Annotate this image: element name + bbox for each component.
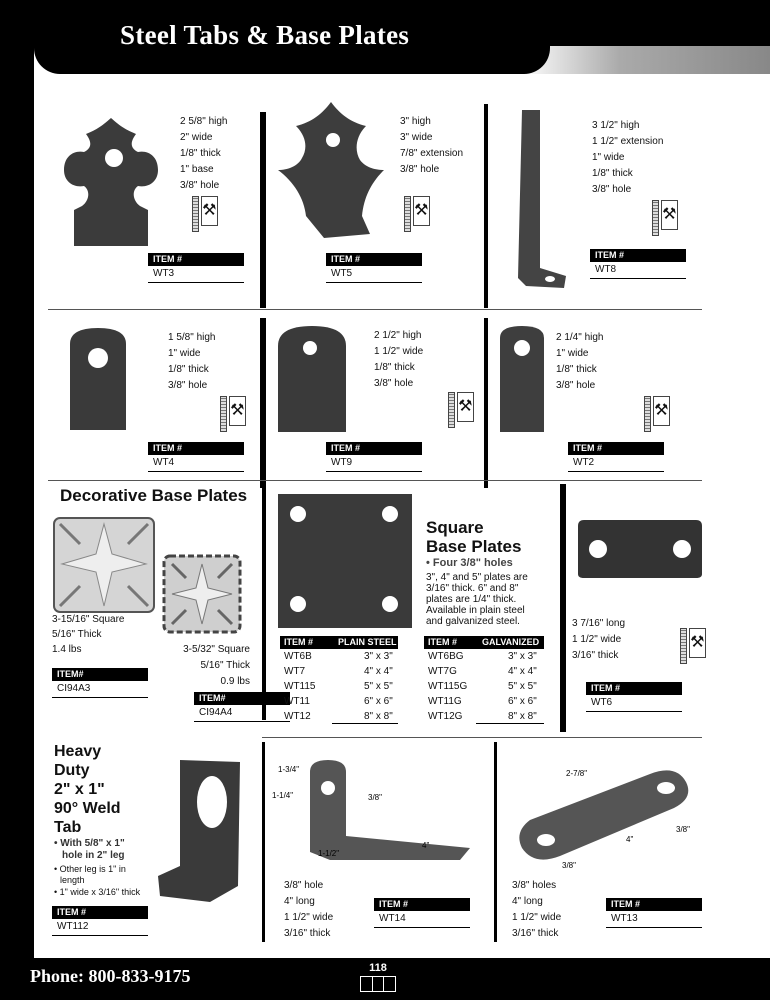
blacksmith-anvil-icon: ⚒ (644, 396, 670, 432)
wt13-item-box: ITEM # WT13 (606, 898, 702, 928)
wt14-specs: 3/8" hole 4" long 1 1/2" wide 3/16" thick (284, 880, 334, 939)
wt4-tab-image (66, 326, 130, 434)
wt5-tab-image (276, 100, 386, 242)
wt14-dim-label: 1-1/2" (318, 849, 340, 858)
heavy-duty-bullet: • With 5/8" x 1" hole in 2" leg (54, 838, 125, 861)
ci94a4-specs: 3-5/32" Square 5/16" Thick 0.9 lbs (183, 644, 250, 687)
ci94a3-item-box: ITEM# CI94A3 (52, 668, 148, 698)
divider (484, 318, 488, 488)
wt8-item-box: ITEM # WT8 (590, 249, 686, 279)
wt5-specs: 3" high 3" wide 7/8" extension 3/8" hole (400, 116, 464, 175)
ci94a3-specs: 3-15/16" Square 5/16" Thick 1.4 lbs (52, 614, 125, 655)
blacksmith-anvil-icon: ⚒ (220, 396, 246, 432)
divider (262, 737, 702, 738)
divider (560, 484, 566, 732)
wt6-item-box: ITEM # WT6 (586, 682, 682, 712)
wt4-specs: 1 5/8" high 1" wide 1/8" thick 3/8" hole (168, 332, 216, 391)
page-number: 118 (369, 962, 387, 974)
blacksmith-anvil-icon: ⚒ (680, 628, 706, 664)
wt13-dim-label: 4" (626, 835, 634, 844)
wt112-weld-tab-image (150, 756, 250, 906)
wt6-specs: 3 7/16" long 1 1/2" wide 3/16" thick (572, 618, 626, 661)
divider (262, 488, 266, 720)
square-plate-image (276, 492, 414, 630)
table-row: WT11G 6" x 6" (428, 696, 537, 707)
wt13-drawing (500, 760, 712, 870)
table-row: WT11 6" x 6" (284, 696, 393, 707)
wt4-item-box: ITEM # WT4 (148, 442, 244, 472)
divider (260, 112, 266, 308)
divider (262, 742, 265, 942)
wt3-item-box: ITEM # WT3 (148, 253, 244, 283)
page-logo-icon (360, 976, 396, 992)
blacksmith-anvil-icon: ⚒ (192, 196, 218, 232)
wt3-tab-image (56, 116, 166, 250)
blacksmith-anvil-icon: ⚒ (652, 200, 678, 236)
decorative-heading: Decorative Base Plates (60, 486, 248, 505)
table-row: WT115 5" x 5" (284, 681, 393, 692)
wt13-dim-label: 3/8" (676, 825, 690, 834)
blacksmith-anvil-icon: ⚒ (448, 392, 474, 428)
footer-phone: Phone: 800-833-9175 (30, 966, 191, 986)
page-title: Steel Tabs & Base Plates (120, 20, 410, 50)
wt8-specs: 3 1/2" high 1 1/2" extension 1" wide 1/8" thick 3/8" hole (592, 120, 664, 195)
square-heading: Square Base Plates (426, 518, 522, 556)
left-margin-bar (0, 0, 34, 1000)
wt14-dim-label: 4" (422, 841, 430, 850)
wt112-item-box: ITEM # WT112 (52, 906, 148, 936)
square-description: 3", 4" and 5" plates are 3/16" thick. 6" and 8" plates are 1/4" thick. Available in plain steel and galvanized steel. (426, 572, 528, 627)
table-row: WT7G 4" x 4" (428, 666, 537, 677)
wt13-specs: 3/8" holes 4" long 1 1/2" wide 3/16" thick (512, 880, 562, 939)
wt9-item-box: ITEM # WT9 (326, 442, 422, 472)
header-gradient (520, 46, 770, 74)
wt3-specs: 2 5/8" high 2" wide 1/8" thick 1" base 3/8" hole (180, 116, 228, 191)
heavy-duty-heading: Heavy Duty 2" x 1" 90° Weld Tab (54, 743, 121, 836)
table-row: WT6BG 3" x 3" (428, 651, 537, 662)
divider (484, 104, 488, 308)
wt14-dim-label: 3/8" (368, 793, 382, 802)
table-row: WT7 4" x 4" (284, 666, 393, 677)
wt2-tab-image (496, 324, 548, 436)
wt9-specs: 2 1/2" high 1 1/2" wide 1/8" thick 3/8" hole (374, 330, 424, 389)
wt13-dim-label: 2-7/8" (566, 769, 588, 778)
divider (48, 480, 702, 481)
divider (260, 318, 266, 488)
ci94a4-item-box: ITEM# CI94A4 (194, 692, 290, 722)
wt14-drawing (270, 752, 490, 872)
table-row: WT6B 3" x 3" (284, 651, 393, 662)
ci94a4-plate-image (160, 552, 244, 636)
heavy-duty-notes: • Other leg is 1" in length • 1" wide x 3/16" thick (54, 864, 141, 897)
wt6-plate-image (570, 516, 710, 582)
wt13-dim-label: 3/8" (562, 861, 576, 870)
wt14-item-box: ITEM # WT14 (374, 898, 470, 928)
table-row: WT12 8" x 8" (280, 709, 398, 724)
wt2-item-box: ITEM # WT2 (568, 442, 664, 472)
galvanized-table: ITEM # GALVANIZED WT6BG 3" x 3" WT7G 4" x 4" WT115G 5" x 5" WT11G 6" x 6" WT12G 8" x 8" (424, 636, 544, 724)
wt8-tab-image (510, 108, 570, 290)
wt5-item-box: ITEM # WT5 (326, 253, 422, 283)
table-row: WT115G 5" x 5" (428, 681, 537, 692)
square-bullet: • Four 3/8" holes (426, 557, 513, 569)
wt14-dim-label: 1-1/4" (272, 791, 294, 800)
ci94a3-plate-image (50, 514, 158, 616)
divider (48, 309, 702, 310)
wt14-dim-label: 1-3/4" (278, 765, 300, 774)
blacksmith-anvil-icon: ⚒ (404, 196, 430, 232)
plain-steel-table: ITEM # PLAIN STEEL WT6B 3" x 3" WT7 4" x 4" WT115 5" x 5" WT11 6" x 6" WT12 8" x 8" (280, 636, 398, 724)
header-band (550, 18, 770, 46)
table-row: WT12G 8" x 8" (424, 709, 544, 724)
wt2-specs: 2 1/4" high 1" wide 1/8" thick 3/8" hole (556, 332, 604, 391)
divider (494, 742, 497, 942)
wt9-tab-image (274, 324, 350, 436)
